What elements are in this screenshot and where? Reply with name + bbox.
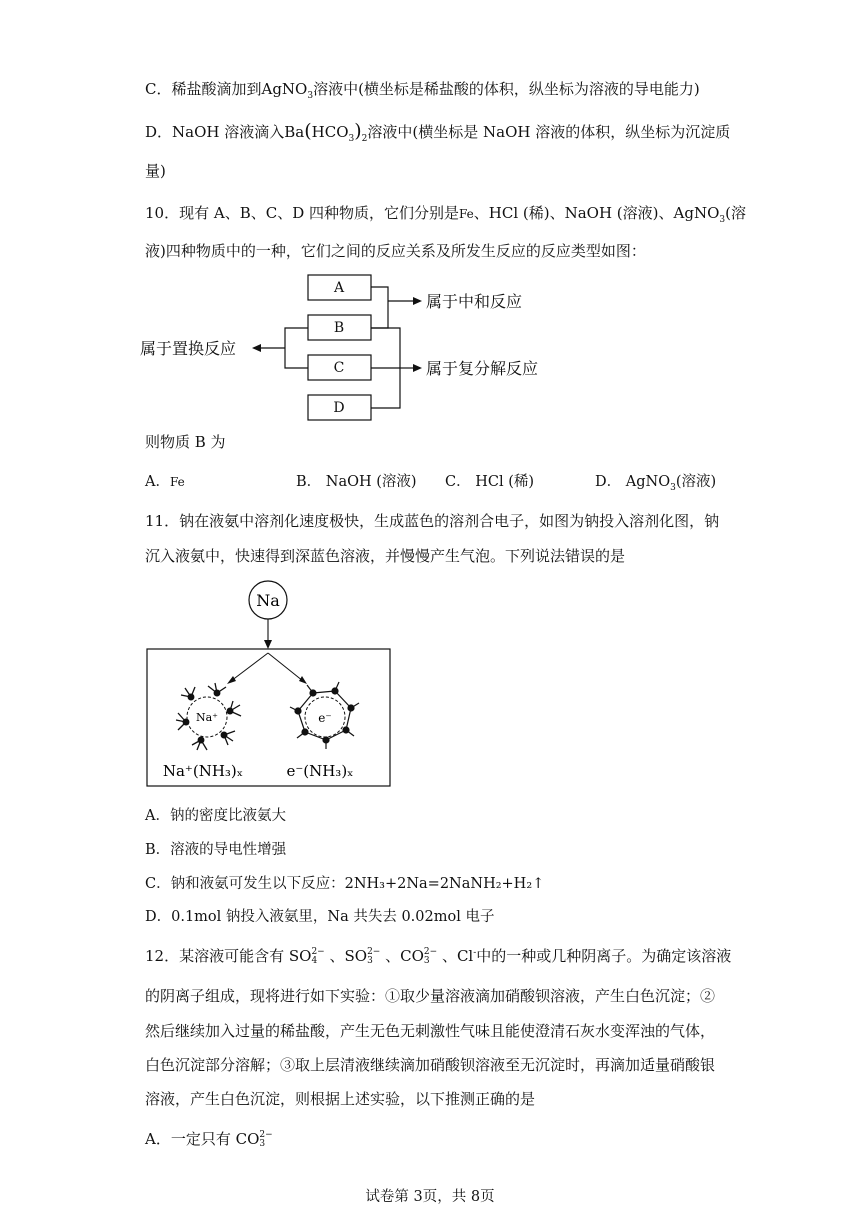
q10-stem-line1 [145, 203, 746, 224]
q10-question: 则物质 B 为 [145, 433, 226, 451]
q9-option-c [145, 79, 700, 99]
q12-stem-line4: 白色沉淀部分溶解；③取上层清液继续滴加硝酸钡溶液至无沉淀时，再滴加适量硝酸银 [145, 1056, 716, 1074]
q12-stem-line1: 12．某溶液可能含有 SO 2− 4 、SO 2− 3 、CO 2− 3 、Cl-中的一种或几种阴离子。为确定该溶液 [145, 947, 732, 966]
q10-option-d-label: D． [595, 474, 622, 490]
q10-text-c: (溶 [725, 204, 746, 222]
q11-option-c: C．钠和液氨可发生以下反应：2NH₃+2Na=2NaNH₂+H₂↑ [145, 876, 545, 892]
q12-stem-line2: 的阴离子组成，现将进行如下实验：①取少量溶液滴加硝酸钡溶液，产生白色沉淀；② [145, 987, 716, 1005]
label-neutralization: 属于中和反应 [426, 292, 523, 311]
na-label: Na [256, 591, 280, 610]
formula-fe: Fe [458, 207, 474, 221]
electron-label: e⁻ [318, 711, 332, 725]
q12-text-a: 12．某溶液可能含有 [145, 947, 285, 965]
formula-agno3: AgNO$_3$ [261, 80, 314, 101]
q10-option-b: B． NaOH (溶液) [296, 474, 417, 490]
arrowhead-double [413, 364, 422, 372]
formula-ba-hco3-2: $Ba(HCO_3)_2$ [284, 120, 368, 144]
q10-stem-line2: 液)四种物质中的一种，它们之间的反应关系及所发生反应的反应类型如图： [145, 242, 646, 260]
q10-option-c: C． HCl (稀) [445, 474, 535, 490]
page-footer: 试卷第 3页，共 8页 [365, 1189, 495, 1205]
q11-stem-line2: 沉入液氨中，快速得到深蓝色溶液，并慢慢产生气泡。下列说法错误的是 [145, 547, 626, 565]
electron-solvated [290, 682, 359, 749]
q11-option-b: B．溶液的导电性增强 [145, 842, 287, 858]
q10-option-d-text: (溶液) [675, 474, 717, 490]
q9-option-d-text: D．NaOH 溶液滴入 [145, 123, 285, 141]
na-ion-formula: Na⁺(NH₃)ₓ [162, 762, 244, 780]
q9-option-c-text: C．稀盐酸滴加到 [145, 80, 262, 98]
label-replacement: 属于置换反应 [140, 339, 237, 358]
q10-option-a [145, 472, 185, 492]
q10-text-a: 10．现有 A、B、C、D 四种物质，它们分别是 [145, 204, 459, 222]
label-double-decomposition: 属于复分解反应 [426, 359, 539, 378]
q10-option-a-label: A． [145, 474, 170, 490]
box-a-label: A [333, 280, 345, 296]
q10-option-d: D． AgNO$_3$(溶液) [595, 474, 717, 493]
sodium-solvation-diagram [145, 580, 395, 790]
formula-agno3-2: AgNO$_3$ [673, 204, 726, 225]
q12-option-a: A．一定只有 CO 2− 3 [145, 1130, 273, 1149]
q9-option-d-cont: 量) [145, 162, 166, 180]
q9-option-d [145, 121, 730, 142]
bracket-ab [371, 287, 388, 328]
arrowhead-neutral [413, 297, 422, 305]
q10-option-a-value: Fe [169, 475, 185, 489]
box-d-label: D [333, 400, 345, 416]
na-ion-solvated [176, 683, 241, 750]
q12-stem-line5: 溶液，产生白色沉淀，则根据上述实验，以下推测正确的是 [145, 1090, 536, 1108]
q11-stem-line1: 11．钠在液氨中溶剂化速度极快，生成蓝色的溶剂合电子，如图为钠投入溶剂化图，钠 [145, 512, 720, 530]
q11-option-d: D．0.1mol 钠投入液氨里，Na 共失去 0.02mol 电子 [145, 909, 495, 925]
q12-stem-line3: 然后继续加入过量的稀盐酸，产生无色无刺激性气味且能使澄清石灰水变浑浊的气体， [145, 1022, 716, 1040]
q11-option-a: A．钠的密度比液氨大 [145, 808, 286, 824]
q12-option-a-text: A．一定只有 [145, 1130, 231, 1148]
q9-option-c-text-2: 溶液中(横坐标是稀盐酸的体积，纵坐标为溶液的导电能力) [313, 80, 700, 98]
arrowhead-replace [252, 344, 261, 352]
q12-text-b: 中的一种或几种阴离子。为确定该溶液 [476, 947, 732, 965]
electron-formula: e⁻(NH₃)ₓ [286, 762, 354, 780]
bracket-bc [285, 328, 308, 368]
box-c-label: C [333, 360, 345, 376]
reaction-diagram [140, 268, 560, 428]
q9-option-d-text-2: 溶液中(横坐标是 NaOH 溶液的体积，纵坐标为沉淀质 [367, 123, 731, 141]
box-b-label: B [333, 320, 345, 336]
na-ion-label: Na⁺ [196, 711, 218, 724]
q10-text-b: 、HCl (稀)、NaOH (溶液)、 [473, 204, 674, 222]
